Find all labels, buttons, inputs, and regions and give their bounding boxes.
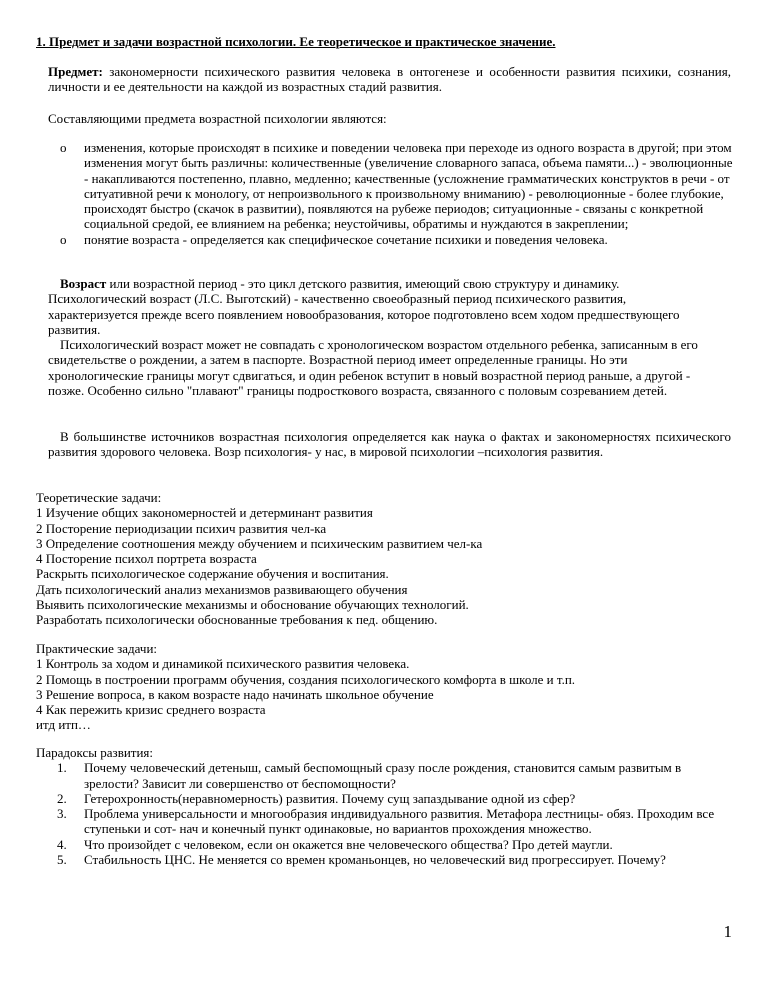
- list-number: 4.: [57, 836, 67, 852]
- age-text: или возрастной период - это цикл детского развития, имеющий свою структуру и динамику. Психологический возраст (Л.С. Выготский) - качественно своеобразный период психического развития, характеризуется прежде всего появлением новообразования, которое подготовлено всем ходом предшествующего развития.: [48, 276, 680, 337]
- components-list: [48, 140, 738, 247]
- subject-label: Предмет:: [48, 64, 103, 79]
- list-item: 1 Изучение общих закономерностей и детерминант развития: [36, 505, 373, 521]
- list-item: [48, 232, 738, 247]
- page-title: 1. Предмет и задачи возрастной психологии. Ее теоретическое и практическое значение.: [36, 34, 556, 49]
- list-item: 4 Посторение психол портрета возраста: [36, 551, 257, 567]
- page-number: 1: [723, 922, 732, 941]
- age-text-2: Психологический возраст может не совпадать с хронологическом возрастом отдельного ребенка, записанным в его свидетельстве о рождении, а затем в паспорте. Возрастной период имеет определенные границы. Но эти хронологические границы могут сдвигаться, и один ребенок вступит в новый возрастной период раньше, а другой - позже. Особенно сильно "плавают" границы подросткового возраста, связанного с половым созреванием детей.: [48, 337, 698, 399]
- list-item: Раскрыть психологическое содержание обучения и воспитания.: [36, 566, 389, 582]
- paradox-section: [36, 745, 736, 867]
- age-paragraph: [48, 276, 718, 337]
- list-item: [48, 140, 738, 232]
- age-label: Возраст: [60, 276, 107, 291]
- paradox-heading: Парадоксы развития:: [36, 745, 154, 760]
- list-item-text: Что произойдет с человеком, если он окажется вне человеческого общества? Про детей маугли.: [84, 836, 613, 852]
- list-item: Дать психологический анализ механизмов развивающего обучения: [36, 581, 408, 597]
- list-item: 4 Как пережить кризис среднего возраста: [36, 702, 266, 718]
- list-item: 2 Помощь в построении программ обучения, создания психологического комфорта в школе и т.п.: [36, 671, 576, 687]
- age-paragraph-2: [48, 337, 718, 398]
- bullet-icon: o: [60, 231, 67, 247]
- list-number: 5.: [57, 852, 67, 868]
- list-item-text: изменения, которые происходят в психике и поведении человека при переходе из одного возраста в другой; при этом изменения могут быть различны: количественные (увеличение словарного запаса, объема памяти...) - эволюционные - накапливаются постепенно, плавно, медленно; качественные (усложнение грамматических конструктов в речи - от ситуативной речи к монологу, от непроизвольного к произвольному вниманию) - революционные - более глубокие, происходят быстро (скачок в развитии), появляются на рубеже периодов; ситуационные - связаны с конкретной социальной средой, ее влиянием на ребенка; неустойчивы, обратимы и нуждаются в закреплении;: [84, 140, 733, 232]
- list-item-text: Проблема универсальности и многообразия индивидуального развития. Метафора лестницы- обяз. Проходим все ступеньки и сот- нач и конечный пункт одинаковые, но вариантов прохождения множество.: [84, 806, 715, 837]
- list-item: 3 Определение соотношения между обучением и психическим развитием чел-ка: [36, 535, 483, 551]
- list-item-text: Гетерохронность(неравномерность) развития. Почему сущ запаздывание одной из сфер?: [84, 790, 576, 806]
- list-item: 3 Решение вопроса, в каком возрасте надо начинать школьное обучение: [36, 686, 434, 702]
- paradox-list: [36, 760, 736, 867]
- practice-heading: Практические задачи:: [36, 641, 158, 656]
- list-item: Выявить психологические механизмы и обоснование обучающих технологий.: [36, 597, 469, 613]
- list-item: итд итп…: [36, 717, 91, 733]
- list-item: 1 Контроль за ходом и динамикой психического развития человека.: [36, 656, 410, 672]
- list-item-text: Стабильность ЦНС. Не меняется со времен кроманьонцев, но человеческий вид прогрессирует. Почему?: [84, 852, 666, 868]
- list-number: 3.: [57, 806, 67, 822]
- list-item: 2 Посторение периодизации психич развития чел-ка: [36, 520, 327, 536]
- theory-heading: Теоретические задачи:: [36, 490, 162, 505]
- list-item-text: Почему человеческий детеныш, самый беспомощный сразу после рождения, становится самым развитым в зрелости? Зависит ли совершенство от беспомощности?: [84, 760, 682, 791]
- practice-section: [36, 641, 736, 733]
- theory-section: [36, 490, 736, 628]
- subject-paragraph: [48, 64, 731, 95]
- list-item: [36, 791, 736, 806]
- list-item: Разработать психологически обоснованные требования к пед. общению.: [36, 612, 438, 628]
- list-number: 2.: [57, 790, 67, 806]
- components-intro: Составляющими предмета возрастной психологии являются:: [48, 111, 387, 126]
- list-item: [36, 852, 736, 867]
- development-paragraph: [48, 429, 731, 460]
- development-text: В большинстве источников возрастная психология определяется как наука о фактах и закономерностях психического развития здорового человека. Возр психология- у нас, в мировой психологии –психология развития.: [48, 429, 731, 460]
- list-item: [36, 806, 736, 837]
- subject-text: закономерности психического развития человека в онтогенезе и особенности развития психики, сознания, личности и ее деятельности на каждой из возрастных стадий развития.: [48, 64, 731, 95]
- list-number: 1.: [57, 760, 67, 776]
- list-item: [36, 837, 736, 852]
- age-section: [48, 276, 718, 398]
- list-item: [36, 760, 736, 791]
- bullet-icon: o: [60, 140, 67, 155]
- list-item-text: понятие возраста - определяется как специфическое сочетание психики и поведения человека.: [84, 231, 608, 247]
